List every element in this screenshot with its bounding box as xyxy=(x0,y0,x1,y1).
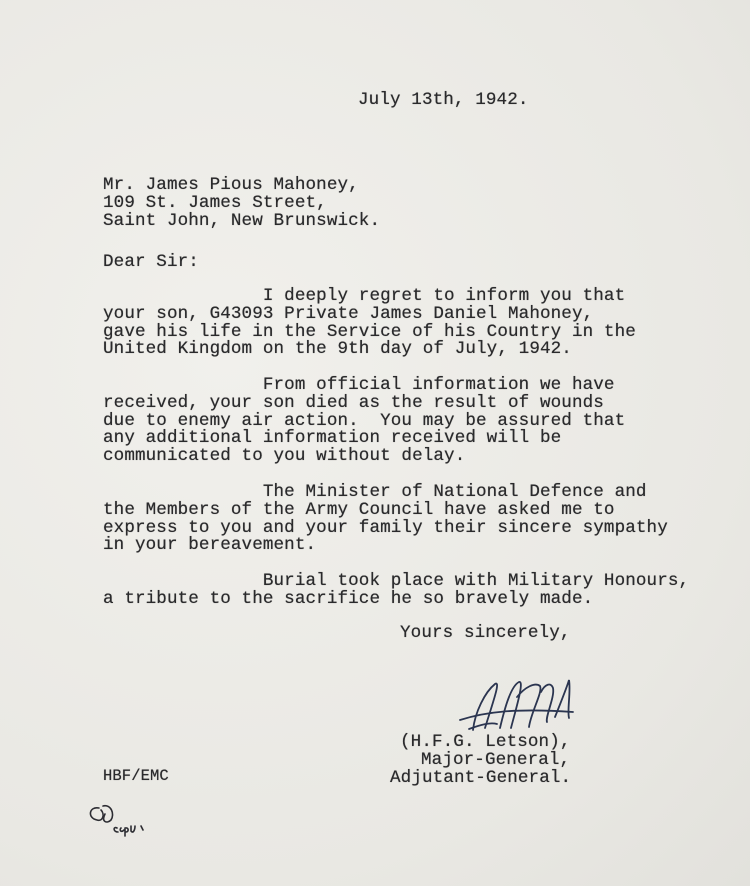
paragraph-line: communicated to you without delay. xyxy=(103,446,466,467)
paragraph-line: The Minister of National Defence and xyxy=(103,482,647,502)
letter-date: July 13th, 1942. xyxy=(358,90,529,110)
recipient-address xyxy=(103,177,380,230)
closing: Yours sincerely, xyxy=(400,623,571,643)
paragraph-line: any additional information received will be xyxy=(103,428,562,449)
handwritten-copy-note xyxy=(85,800,165,840)
signatory-rank: Major-General, xyxy=(421,750,571,770)
paragraph-line: gave his life in the Service of his Country in the xyxy=(103,321,636,342)
paragraph-1 xyxy=(103,288,636,359)
paragraph-2 xyxy=(103,377,625,466)
paragraph-line: received, your son died as the result of wounds xyxy=(103,392,604,413)
address-line: Saint John, New Brunswick. xyxy=(103,210,381,231)
address-line: 109 St. James Street, xyxy=(103,192,327,213)
reference-initials: HBF/EMC xyxy=(103,767,169,785)
signature xyxy=(445,672,580,732)
paragraph-line: due to enemy air action. You may be assured that xyxy=(103,410,626,431)
signatory-title: Adjutant-General. xyxy=(390,768,572,788)
paragraph-line: express to you and your family their sincere sympathy xyxy=(103,517,668,538)
paragraph-line: Burial took place with Military Honours, xyxy=(103,571,690,591)
paragraph-4 xyxy=(103,573,689,609)
paragraph-line: in your bereavement. xyxy=(103,535,317,556)
paragraph-line: a tribute to the sacrifice he so bravely made. xyxy=(103,588,594,609)
paragraph-line: your son, G43093 Private James Daniel Mahoney, xyxy=(103,303,594,324)
signatory-name: (H.F.G. Letson), xyxy=(400,732,571,752)
paragraph-line: From official information we have xyxy=(103,375,615,395)
paragraph-3 xyxy=(103,484,668,555)
paragraph-line: United Kingdom on the 9th day of July, 1942. xyxy=(103,339,572,360)
address-line: Mr. James Pious Mahoney, xyxy=(103,175,359,195)
paragraph-line: the Members of the Army Council have asked me to xyxy=(103,499,615,520)
paragraph-line: I deeply regret to inform you that xyxy=(103,286,626,306)
salutation: Dear Sir: xyxy=(103,252,199,272)
